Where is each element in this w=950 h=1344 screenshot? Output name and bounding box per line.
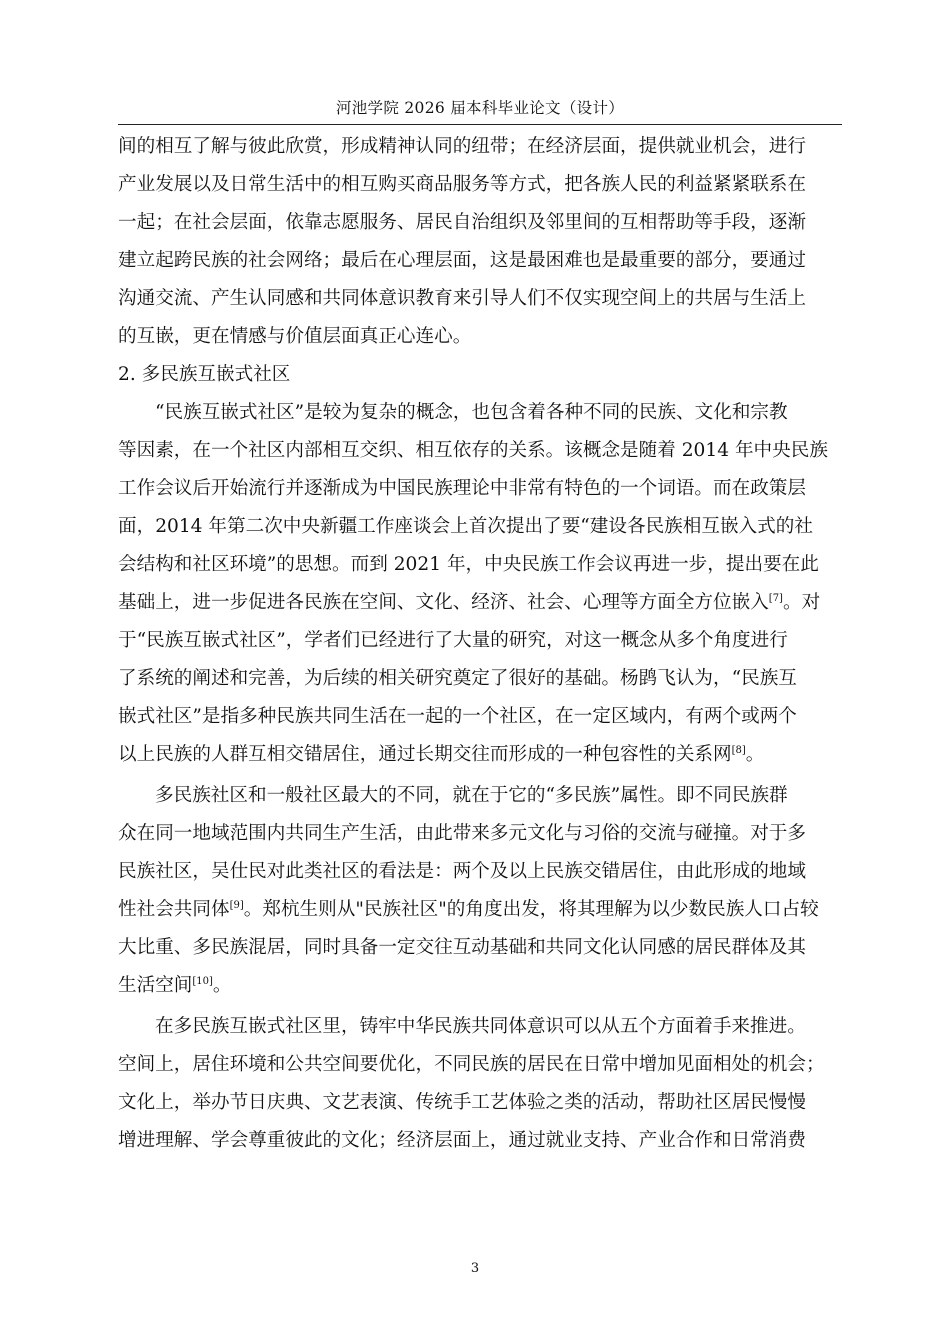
text-line: 于“民族互嵌式社区”，学者们已经进行了大量的研究，对这一概念从多个角度进行 [118, 630, 788, 651]
text-segment: 生活空间 [118, 975, 193, 996]
page-header: 河池学院 2026 届本科毕业论文（设计） [335, 99, 625, 117]
text-line: 在多民族互嵌式社区里，铸牢中华民族共同体意识可以从五个方面着手来推进。 [155, 1016, 806, 1037]
text-segment: 。 [212, 975, 232, 996]
text-line: 产业发展以及日常生活中的相互购买商品服务等方式，把各族人民的利益紧紧联系在 [118, 174, 806, 195]
text-segment: 以上民族的人群互相交错居住，通过长期交往而形成的一种包容性的关系网 [118, 744, 732, 765]
text-line: 多民族社区和一般社区最大的不同，就在于它的“多民族”属性。即不同民族群 [155, 785, 788, 806]
text-line [118, 967, 844, 1005]
text-segment: 基础上，进一步促进各民族在空间、文化、经济、社会、心理等方面全方位嵌入 [118, 592, 769, 613]
text-line: 的互嵌，更在情感与价值层面真正心连心。 [118, 326, 472, 347]
text-line [118, 736, 844, 774]
text-line: 等因素，在一个社区内部相互交织、相互依存的关系。该概念是随着 2014 年中央民族 [118, 440, 828, 461]
paragraph-1 [118, 128, 844, 356]
paragraph-3 [118, 777, 844, 1005]
text-line: 面，2014 年第二次中央新疆工作座谈会上首次提出了要“建设各民族相互嵌入式的社 [118, 516, 813, 537]
text-segment: 性社会共同体 [118, 899, 230, 920]
text-line: “民族互嵌式社区”是较为复杂的概念，也包含着各种不同的民族、文化和宗教 [155, 402, 788, 423]
text-line: 增进理解、学会尊重彼此的文化；经济层面上，通过就业支持、产业合作和日常消费 [118, 1130, 806, 1151]
text-line: 间的相互了解与彼此欣赏，形成精神认同的纽带；在经济层面，提供就业机会，进行 [118, 136, 806, 157]
text-line [118, 584, 844, 622]
text-segment: 。郑杭生则从"民族社区"的角度出发，将其理解为以少数民族人口占较 [243, 899, 819, 920]
citation-ref: [10] [192, 976, 213, 987]
text-line: 大比重、多民族混居，同时具备一定交往互动基础和共同文化认同感的居民群体及其 [118, 937, 806, 958]
text-line: 众在同一地域范围内共同生产生活，由此带来多元文化与习俗的交流与碰撞。对于多 [118, 823, 806, 844]
citation-ref: [9] [229, 900, 244, 911]
paragraph-2 [118, 394, 844, 774]
text-segment: 。对 [782, 592, 821, 613]
section-heading: 2. 多民族互嵌式社区 [118, 364, 291, 385]
text-line [118, 891, 844, 929]
paragraph-4 [118, 1008, 844, 1160]
text-line: 嵌式社区”是指多种民族共同生活在一起的一个社区，在一定区域内，有两个或两个 [118, 706, 797, 727]
text-line: 文化上，举办节日庆典、文艺表演、传统手工艺体验之类的活动，帮助社区居民慢慢 [118, 1092, 806, 1113]
citation-ref: [8] [731, 745, 746, 756]
text-line: 工作会议后开始流行并逐渐成为中国民族理论中非常有特色的一个词语。而在政策层 [118, 478, 806, 499]
text-line: 民族社区，吴仕民对此类社区的看法是：两个及以上民族交错居住，由此形成的地域 [118, 861, 806, 882]
text-line: 空间上，居住环境和公共空间要优化，不同民族的居民在日常中增加见面相处的机会； [118, 1054, 825, 1075]
text-segment: 。 [745, 744, 765, 765]
document-body [118, 128, 844, 1160]
page-number: 3 [470, 1261, 480, 1276]
citation-ref: [7] [768, 593, 783, 604]
text-line: 了系统的阐述和完善，为后续的相关研究奠定了很好的基础。杨鹍飞认为，“民族互 [118, 668, 797, 689]
text-line: 会结构和社区环境”的思想。而到 2021 年，中央民族工作会议再进一步，提出要在此 [118, 554, 819, 575]
text-line: 一起；在社会层面，依靠志愿服务、居民自治组织及邻里间的互相帮助等手段，逐渐 [118, 212, 806, 233]
header-rule [118, 124, 842, 125]
text-line: 建立起跨民族的社会网络；最后在心理层面，这是最困难也是最重要的部分，要通过 [118, 250, 806, 271]
text-line: 沟通交流、产生认同感和共同体意识教育来引导人们不仅实现空间上的共居与生活上 [118, 288, 806, 309]
